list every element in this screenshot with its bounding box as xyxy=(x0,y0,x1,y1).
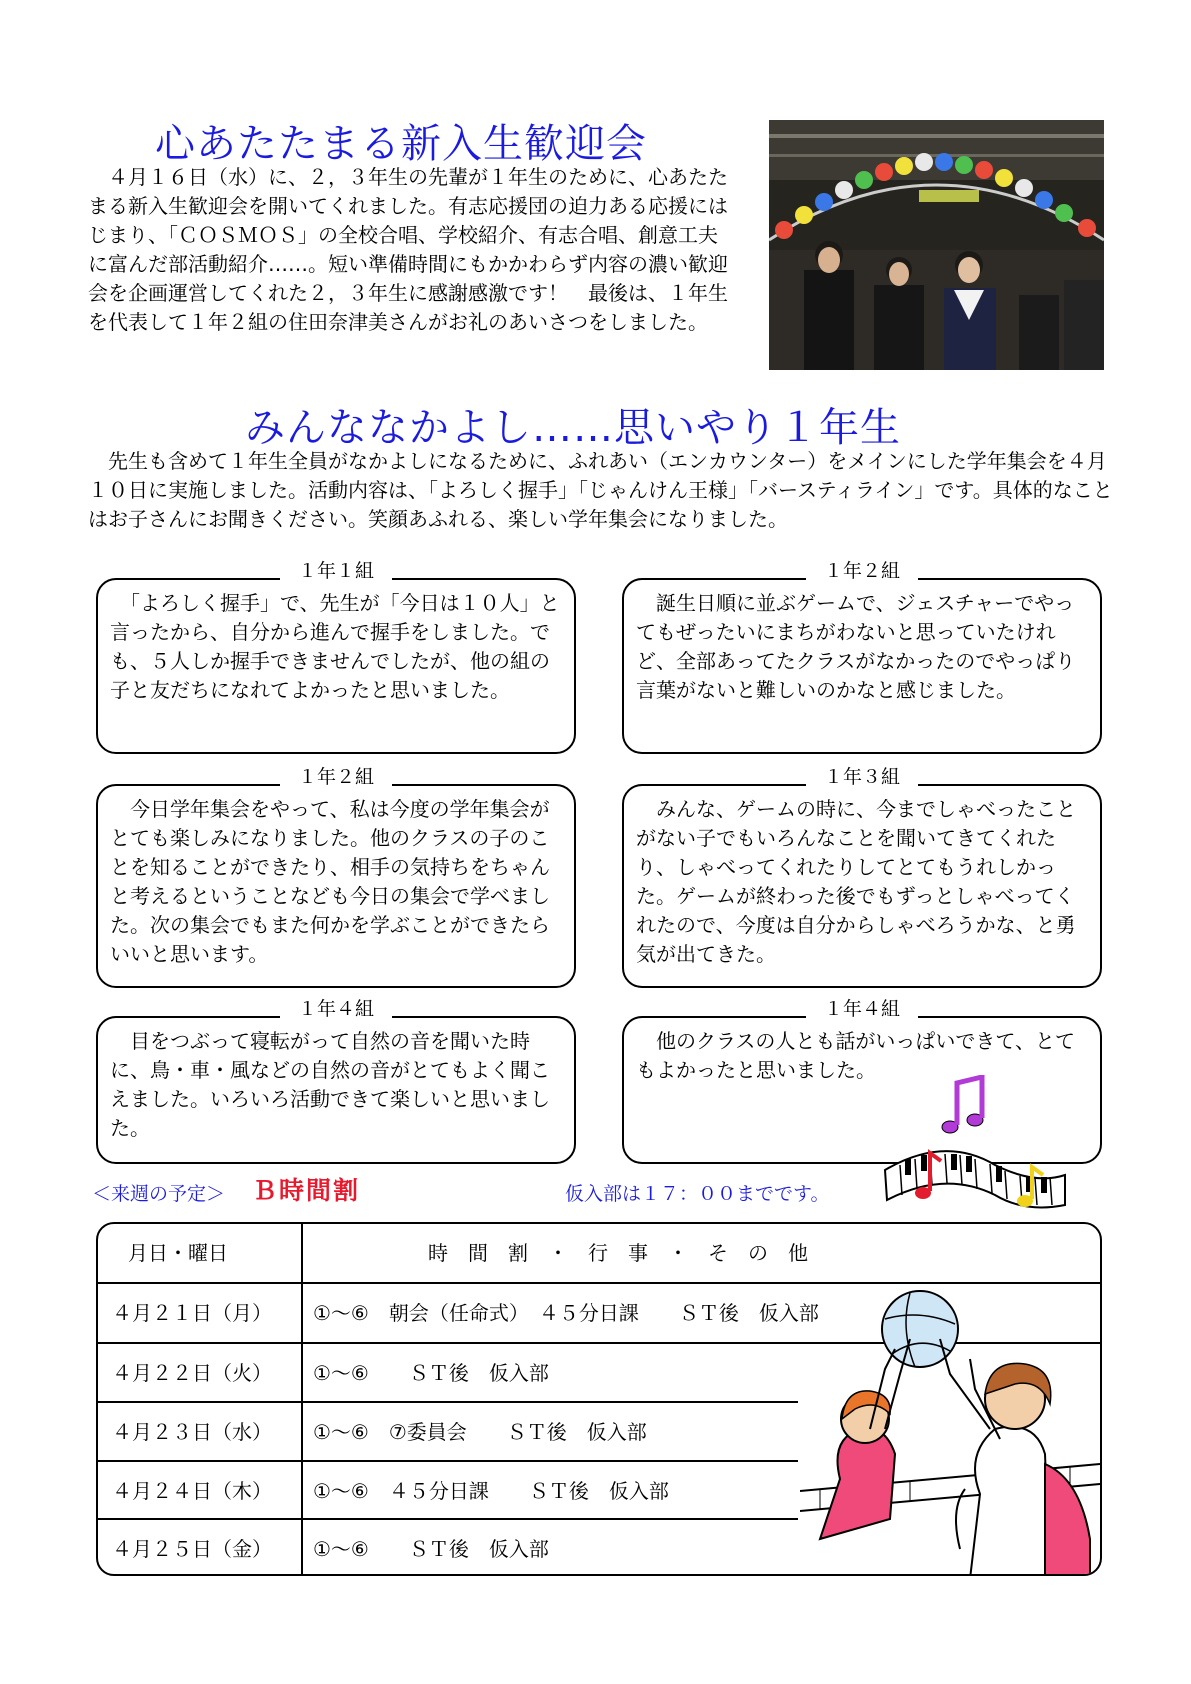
comment-body: 「よろしく握手」で、先生が「今日は１０人」と言ったから、自分から進んで握手をしました。でも、５人しか握手できませんでしたが、他の組の子と友だちになれてよかったと思いました。 xyxy=(110,591,560,702)
row-content: ①～⑥ ＳＴ後 仮入部 xyxy=(313,1537,549,1561)
volleyball-players-illustration xyxy=(800,1279,1100,1576)
comment-class-label: １年２組 xyxy=(806,560,918,582)
comment-body: 今日学年集会をやって、私は今度の学年集会がとても楽しみになりました。他のクラスの子のことを知ることができたり、相手の気持ちをちゃんと考えるということなども今日の集会で学べました。次の集会でもまた何かを学ぶことができたらいいと思います。 xyxy=(110,797,550,966)
row-content: ①～⑥ ⑦委員会 ＳＴ後 仮入部 xyxy=(313,1420,647,1444)
row-date: ４月２３日（水） xyxy=(112,1420,272,1444)
comment-class-label: １年２組 xyxy=(280,766,392,788)
comment-class-label: １年４組 xyxy=(280,998,392,1020)
piano-music-notes-illustration xyxy=(875,1075,1075,1215)
header-date: 月日・曜日 xyxy=(128,1241,228,1265)
comment-box xyxy=(622,560,1102,754)
comment-class-label: １年１組 xyxy=(280,560,392,582)
comment-body: 誕生日順に並ぶゲームで、ジェスチャーでやってもぜったいにまちがわないと思っていたけれど、全部あってたクラスがなかったのでやっぱり言葉がないと難しいのかなと感じました。 xyxy=(636,591,1076,702)
comment-box xyxy=(96,560,576,754)
comment-body: 他のクラスの人とも話がいっぱいできて、とてもよかったと思いました。 xyxy=(636,1029,1075,1082)
article2-title: みんななかよし……思いやり１年生 xyxy=(245,405,901,451)
schedule-table xyxy=(96,1222,1102,1576)
row-date: ４月２２日（火） xyxy=(112,1361,272,1385)
header-content: 時 間 割 ・ 行 事 ・ そ の 他 xyxy=(428,1241,808,1265)
row-date: ４月２１日（月） xyxy=(112,1301,272,1325)
schedule-label: ＜来週の予定＞ xyxy=(92,1183,226,1205)
article1-title: 心あたたまる新入生歓迎会 xyxy=(155,121,647,167)
article2-body: 先生も含めて１年生全員がなかよしになるために、ふれあい（エンカウンター）をメインにした学年集会を４月１０日に実施しました。活動内容は、「よろしく握手」「じゃんけん王様」「バースティライン」です。具体的なことはお子さんにお聞きください。笑顔あふれる、楽しい学年集会になりました。 xyxy=(88,449,1113,531)
comment-body: 目をつぶって寝転がって自然の音を聞いた時に、鳥・車・風などの自然の音がとてもよく聞こえました。いろいろ活動できて楽しいと思いました。 xyxy=(110,1029,550,1140)
comment-body: みんな、ゲームの時に、今までしゃべったことがない子でもいろんなことを聞いてきてくれたり、しゃべってくれたりしてとてもうれしかった。ゲームが終わった後でもずっとしゃべってくれたので、今度は自分からしゃべろうかな、と勇気が出てきた。 xyxy=(636,797,1076,966)
row-date: ４月２５日（金） xyxy=(112,1537,272,1561)
row-content: ①～⑥ ４５分日課 ＳＴ後 仮入部 xyxy=(313,1479,669,1503)
article1-body: ４月１６日（水）に、２，３年生の先輩が１年生のために、心あたたまる新入生歓迎会を開いてくれました。有志応援団の迫力ある応援にはじまり、「ＣＯＳＭＯＳ」の全校合唱、学校紹介、有志合唱、創意工夫に富んだ部活動紹介……。短い準備時間にもかかわらず内容の濃い歓迎会を企画運営してくれた２，３年生に感謝感激です！ 最後は、１年生を代表して１年２組の住田奈津美さんがお礼のあいさつをしました。 xyxy=(88,165,728,334)
comment-box xyxy=(96,766,576,988)
timetable-type: Ｂ時間割 xyxy=(252,1176,361,1205)
comment-class-label: １年３組 xyxy=(806,766,918,788)
trial-club-note: 仮入部は１７：００までです。 xyxy=(565,1183,830,1205)
comment-box xyxy=(622,766,1102,988)
comment-class-label: １年４組 xyxy=(806,998,918,1020)
row-content: ①～⑥ ＳＴ後 仮入部 xyxy=(313,1361,549,1385)
row-content: ①～⑥ 朝会（任命式） ４５分日課 ＳＴ後 仮入部 xyxy=(313,1301,819,1325)
welcome-party-photo xyxy=(769,120,1104,370)
row-date: ４月２４日（木） xyxy=(112,1479,272,1503)
comment-box xyxy=(96,998,576,1164)
